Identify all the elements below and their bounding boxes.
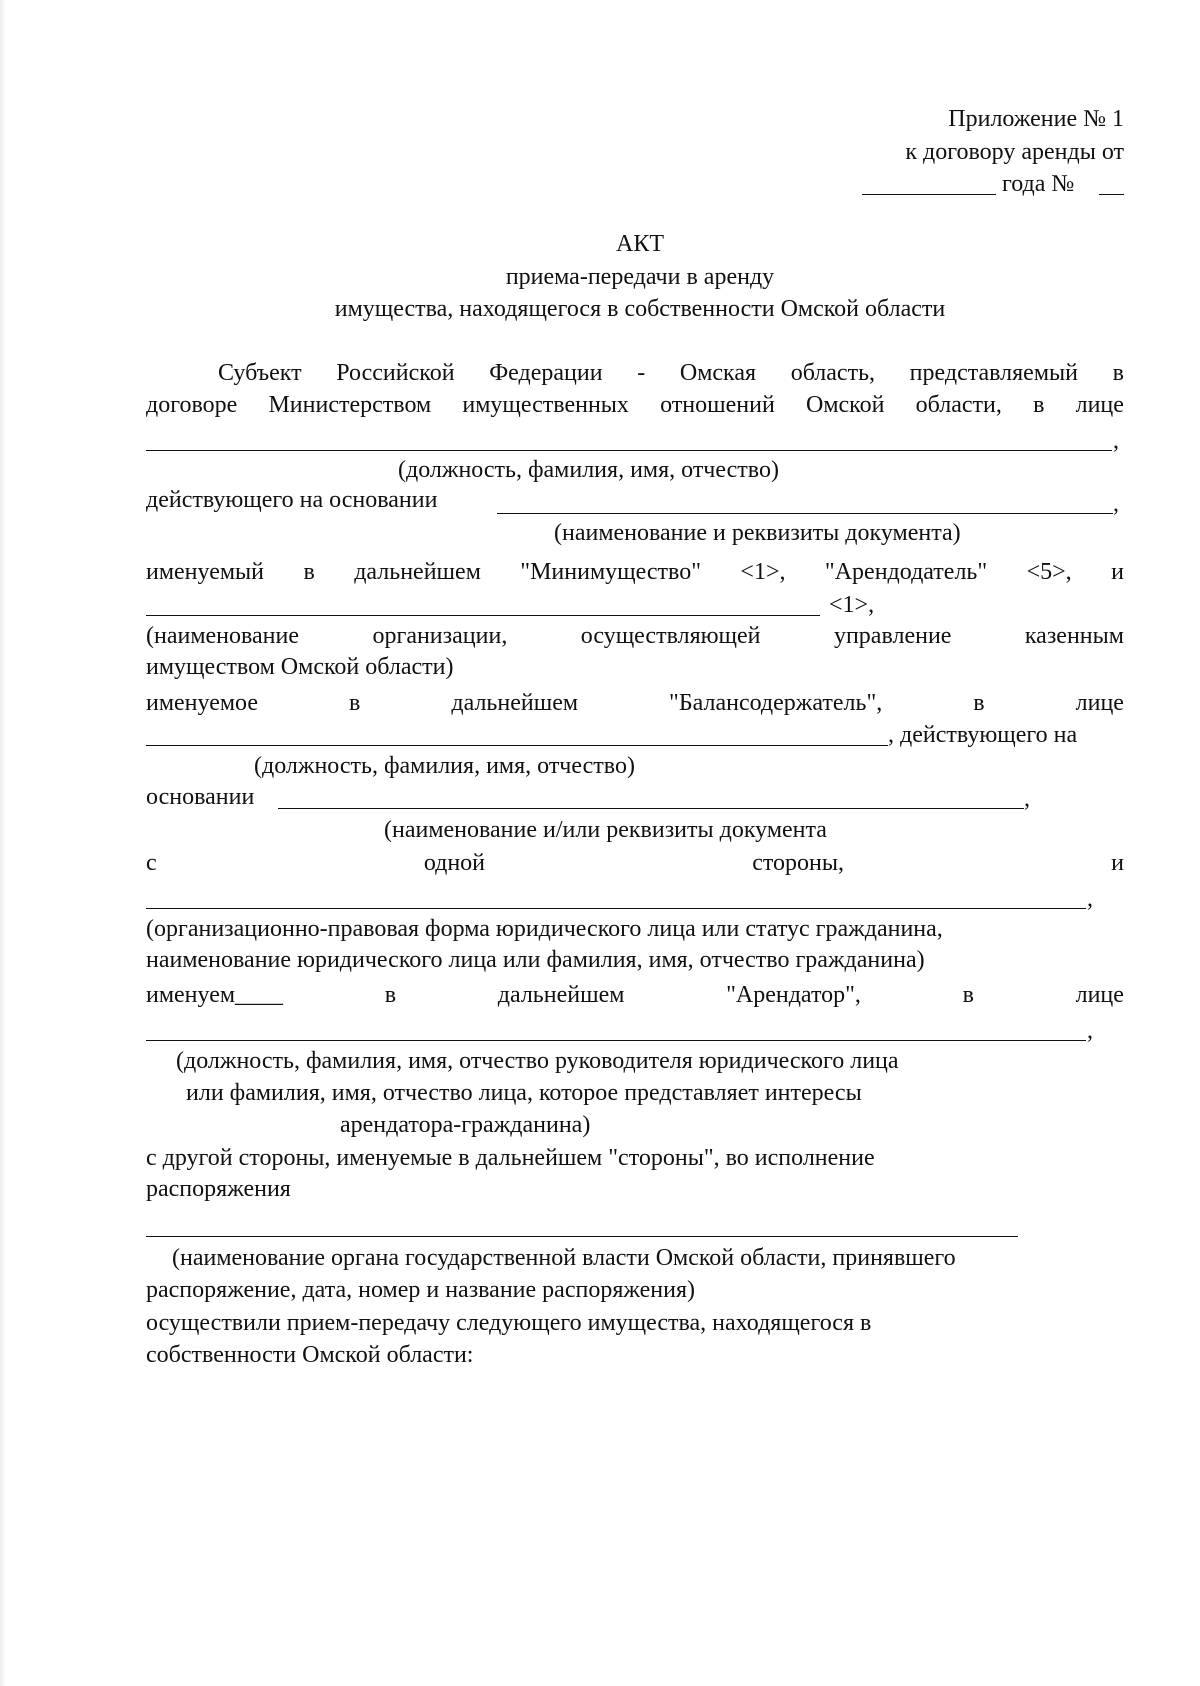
named-tenant-line bbox=[146, 980, 1124, 1010]
caption-position-fio-2: (должность, фамилия, имя, отчество) bbox=[254, 753, 635, 779]
text-word: стороны, bbox=[752, 850, 844, 876]
caption-head-line-2: или фамилия, имя, отчество лица, которое представляет интересы bbox=[186, 1080, 862, 1106]
text-word: Российской bbox=[336, 360, 455, 386]
text-word: именуемый bbox=[146, 559, 265, 585]
order-blank-line bbox=[146, 1236, 1018, 1237]
document-subtitle-1: приема-передачи в аренду bbox=[505, 264, 775, 290]
text-word: и bbox=[1111, 850, 1124, 876]
comma: , bbox=[1113, 428, 1119, 454]
caption-organization-line-1 bbox=[146, 621, 1124, 651]
text-word: именуем____ bbox=[146, 982, 284, 1008]
text-word: дальнейшем bbox=[497, 982, 625, 1008]
text-word: "Балансодержатель", bbox=[669, 690, 883, 716]
one-side-line bbox=[146, 848, 1124, 878]
text-word: лице bbox=[1075, 690, 1124, 716]
balance-holder-rep-blank-line bbox=[146, 745, 888, 746]
caption-position-fio: (должность, фамилия, имя, отчество) bbox=[398, 457, 779, 483]
text-word: в bbox=[1112, 360, 1124, 386]
text-word: договоре bbox=[146, 392, 238, 418]
caption-head-line-3: арендатора-гражданина) bbox=[340, 1112, 591, 1138]
text-word: в bbox=[349, 690, 361, 716]
text-word: лице bbox=[1075, 982, 1124, 1008]
text-word: "Арендодатель" bbox=[824, 559, 988, 585]
comma: , bbox=[1113, 491, 1119, 517]
text-word: лице bbox=[1075, 392, 1124, 418]
text-word: в bbox=[1033, 392, 1045, 418]
basis-blank-line bbox=[278, 808, 1024, 809]
text-word: организации, bbox=[372, 623, 508, 649]
acting-on-basis-label: действующего на основании bbox=[146, 487, 438, 513]
contract-reference: к договору аренды от bbox=[905, 139, 1124, 165]
other-side-line: с другой стороны, именуемые в дальнейшем "стороны", во исполнение bbox=[146, 1145, 875, 1171]
number-blank-line bbox=[1099, 194, 1124, 195]
text-word: "Арендатор", bbox=[726, 982, 861, 1008]
basis-label: основании bbox=[146, 784, 255, 810]
text-word: дальнейшем bbox=[451, 690, 579, 716]
text-word: с bbox=[146, 850, 157, 876]
text-word: именуемое bbox=[146, 690, 258, 716]
caption-doc-name: (наименование и реквизиты документа) bbox=[554, 520, 961, 546]
text-word: одной bbox=[423, 850, 486, 876]
text-word: <5>, bbox=[1026, 559, 1072, 585]
caption-head-line-1: (должность, фамилия, имя, отчество руководителя юридического лица bbox=[176, 1048, 899, 1074]
caption-authority-line-2: распоряжение, дата, номер и название распоряжения) bbox=[146, 1277, 695, 1303]
order-label: распоряжения bbox=[146, 1176, 291, 1202]
year-number-label: года № bbox=[1002, 171, 1075, 197]
representative-blank-line bbox=[146, 450, 1112, 451]
text-word: отношений bbox=[660, 392, 775, 418]
text-word: представляемый bbox=[909, 360, 1078, 386]
text-word: <1>, bbox=[740, 559, 786, 585]
final-line-2: собственности Омской области: bbox=[146, 1342, 474, 1368]
text-word: Омской bbox=[805, 392, 885, 418]
caption-doc-name-2: (наименование и/или реквизиты документа bbox=[384, 817, 827, 843]
document-title: АКТ bbox=[616, 231, 664, 257]
text-word: имущественных bbox=[462, 392, 629, 418]
text-word: управление bbox=[833, 623, 952, 649]
text-word: и bbox=[1111, 559, 1124, 585]
acting-on-label: , действующего на bbox=[888, 722, 1078, 748]
comma: , bbox=[1087, 1018, 1093, 1044]
text-word: казенным bbox=[1024, 623, 1124, 649]
text-word: области, bbox=[915, 392, 1002, 418]
basis-document-blank-line bbox=[497, 513, 1113, 514]
text-word: в bbox=[973, 690, 985, 716]
tenant-rep-blank-line bbox=[146, 1040, 1086, 1041]
tenant-blank-line bbox=[146, 908, 1086, 909]
text-word: в bbox=[962, 982, 974, 1008]
text-word: "Минимущество" bbox=[520, 559, 701, 585]
document-subtitle-2: имущества, находящегося в собственности Омской области bbox=[334, 296, 946, 322]
text-word: - bbox=[637, 360, 646, 386]
text-word: осуществляющей bbox=[580, 623, 761, 649]
final-line-1: осуществили прием-передачу следующего имущества, находящегося в bbox=[146, 1310, 872, 1336]
paragraph-1-line-2 bbox=[146, 390, 1124, 420]
named-balance-holder-line bbox=[146, 688, 1124, 718]
text-word: Министерством bbox=[268, 392, 432, 418]
text-word: область, bbox=[790, 360, 876, 386]
comma: , bbox=[1024, 786, 1030, 812]
caption-legal-line-1: (организационно-правовая форма юридического лица или статус гражданина, bbox=[146, 916, 943, 942]
date-blank-line bbox=[862, 194, 996, 195]
caption-legal-line-2: наименование юридического лица или фамилия, имя, отчество гражданина) bbox=[146, 947, 925, 973]
caption-authority-line-1: (наименование органа государственной власти Омской области, принявшего bbox=[172, 1245, 956, 1271]
text-word: Субъект bbox=[218, 360, 302, 386]
caption-organization-line-2: имуществом Омской области) bbox=[146, 654, 454, 680]
text-word: Федерации bbox=[489, 360, 603, 386]
appendix-number: Приложение № 1 bbox=[948, 106, 1124, 132]
text-word: в bbox=[384, 982, 397, 1008]
text-word: Омская bbox=[679, 360, 757, 386]
named-ministry-line bbox=[146, 557, 1124, 587]
paragraph-1-line-1 bbox=[218, 358, 1124, 388]
footnote-ref: <1>, bbox=[829, 592, 875, 618]
text-word: (наименование bbox=[146, 623, 300, 649]
text-word: в bbox=[303, 559, 315, 585]
organization-blank-line bbox=[146, 615, 820, 616]
comma: , bbox=[1087, 886, 1093, 912]
text-word: дальнейшем bbox=[354, 559, 481, 585]
